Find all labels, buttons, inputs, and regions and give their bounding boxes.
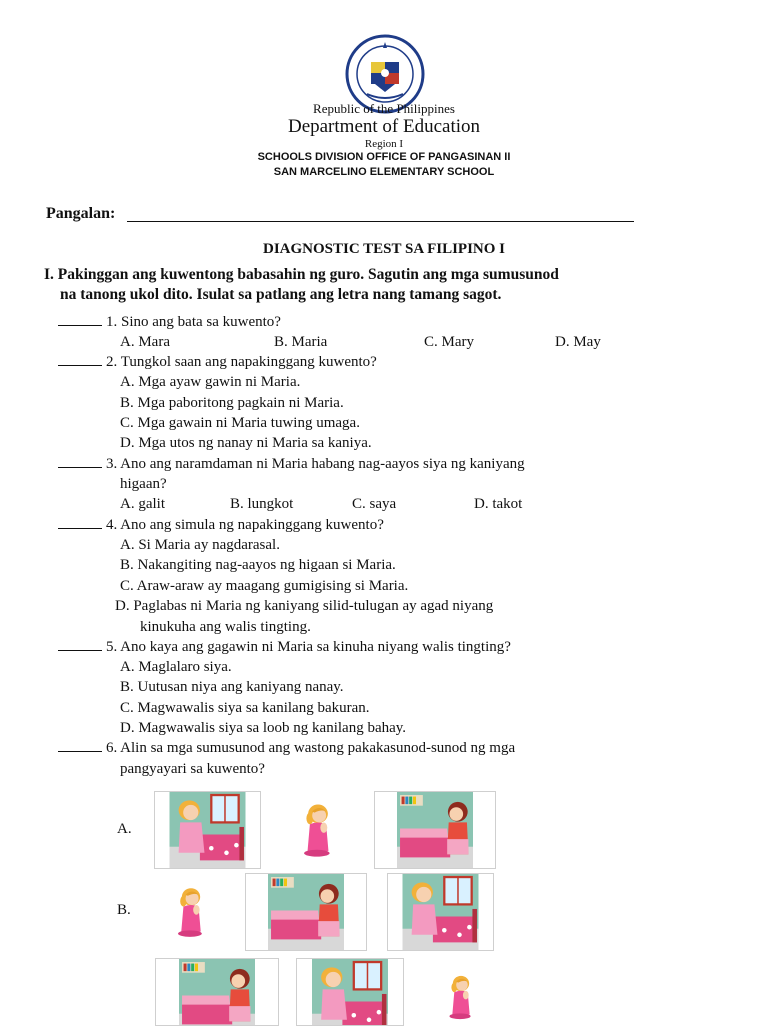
question-text-continued: pangyayari sa kuwento? [120, 761, 265, 777]
answer-blank[interactable] [58, 355, 102, 366]
test-title: DIAGNOSTIC TEST SA FILIPINO I [262, 241, 506, 257]
option: B. Nakangiting nag-aayos ng higaan si Maria. [120, 557, 396, 573]
answer-blank[interactable] [58, 315, 102, 326]
praying-girl-picture [163, 873, 219, 951]
option: A. Mga ayaw gawin ni Maria. [120, 374, 301, 390]
option: B. Uutusan niya ang kaniyang nanay. [120, 679, 344, 695]
question-1 [58, 314, 281, 331]
option: C. Araw-araw ay maagang gumigising si Maria. [120, 578, 409, 594]
republic-text: Republic of the Philippines [313, 101, 455, 116]
question-2 [58, 354, 377, 371]
making-bed-picture [155, 958, 279, 1026]
making-bed-picture [374, 791, 496, 869]
option: B. lungkot [230, 496, 294, 512]
answer-blank[interactable] [58, 741, 102, 752]
question-5 [58, 639, 511, 656]
option: C. saya [352, 496, 397, 512]
option: D. takot [474, 496, 523, 512]
question-text: 2. Tungkol saan ang napakinggang kuwento? [106, 354, 377, 370]
question-text: 3. Ano ang naramdaman ni Maria habang nag-aayos siya ng kaniyang [106, 456, 525, 472]
window-bed-picture [154, 791, 261, 869]
instruction-line-2: na tanong ukol dito. Isulat sa patlang ang letra nang tamang sagot. [60, 286, 502, 303]
question-text-continued: higaan? [120, 476, 167, 492]
option-continued: kinukuha ang walis tingting. [140, 619, 311, 635]
option: D. Paglabas ni Maria ng kaniyang silid-tulugan ay agad niyang [115, 598, 494, 614]
praying-girl-picture [288, 791, 348, 869]
name-label: Pangalan: [46, 205, 116, 222]
option: D. Magwawalis siya sa loob ng kanilang bahay. [120, 720, 407, 736]
department-title: Department of Education [287, 116, 481, 137]
question-text: 5. Ano kaya ang gagawin ni Maria sa kinuha niyang walis tingting? [106, 639, 511, 655]
question-4 [58, 517, 384, 534]
option: B. Maria [274, 334, 328, 350]
option: A. Maglalaro siya. [120, 659, 232, 675]
division-text: SCHOOLS DIVISION OFFICE OF PANGASINAN II [257, 151, 511, 163]
answer-blank[interactable] [58, 457, 102, 468]
option: A. galit [120, 496, 165, 512]
instruction-line-1: I. Pakinggan ang kuwentong babasahin ng guro. Sagutin ang mga sumusunod [44, 266, 559, 283]
option: D. Mga utos ng nanay ni Maria sa kaniya. [120, 435, 372, 451]
answer-blank[interactable] [58, 518, 102, 529]
making-bed-picture [245, 873, 367, 951]
option: D. May [555, 334, 601, 350]
option: B. Mga paboritong pagkain ni Maria. [120, 395, 344, 411]
answer-blank[interactable] [58, 640, 102, 651]
question-text: 6. Alin sa mga sumusunod ang wastong pakakasunod-sunod ng mga [106, 740, 516, 756]
sequence-label-a: A. [117, 821, 132, 837]
option: C. Mary [424, 334, 474, 350]
question-3 [58, 456, 525, 473]
question-text: 1. Sino ang bata sa kuwento? [106, 314, 281, 330]
praying-girl-picture [436, 958, 486, 1026]
window-bed-picture [387, 873, 494, 951]
option: A. Si Maria ay nagdarasal. [120, 537, 280, 553]
option: C. Magwawalis siya sa kanilang bakuran. [120, 700, 370, 716]
window-bed-picture [296, 958, 404, 1026]
option: C. Mga gawain ni Maria tuwing umaga. [120, 415, 360, 431]
name-field[interactable] [127, 221, 634, 222]
region-text: Region I [364, 138, 404, 150]
option: A. Mara [120, 334, 170, 350]
question-text: 4. Ano ang simula ng napakinggang kuwento? [106, 517, 384, 533]
question-6 [58, 740, 515, 757]
school-name: SAN MARCELINO ELEMENTARY SCHOOL [273, 166, 495, 178]
sequence-label-b: B. [117, 902, 131, 918]
